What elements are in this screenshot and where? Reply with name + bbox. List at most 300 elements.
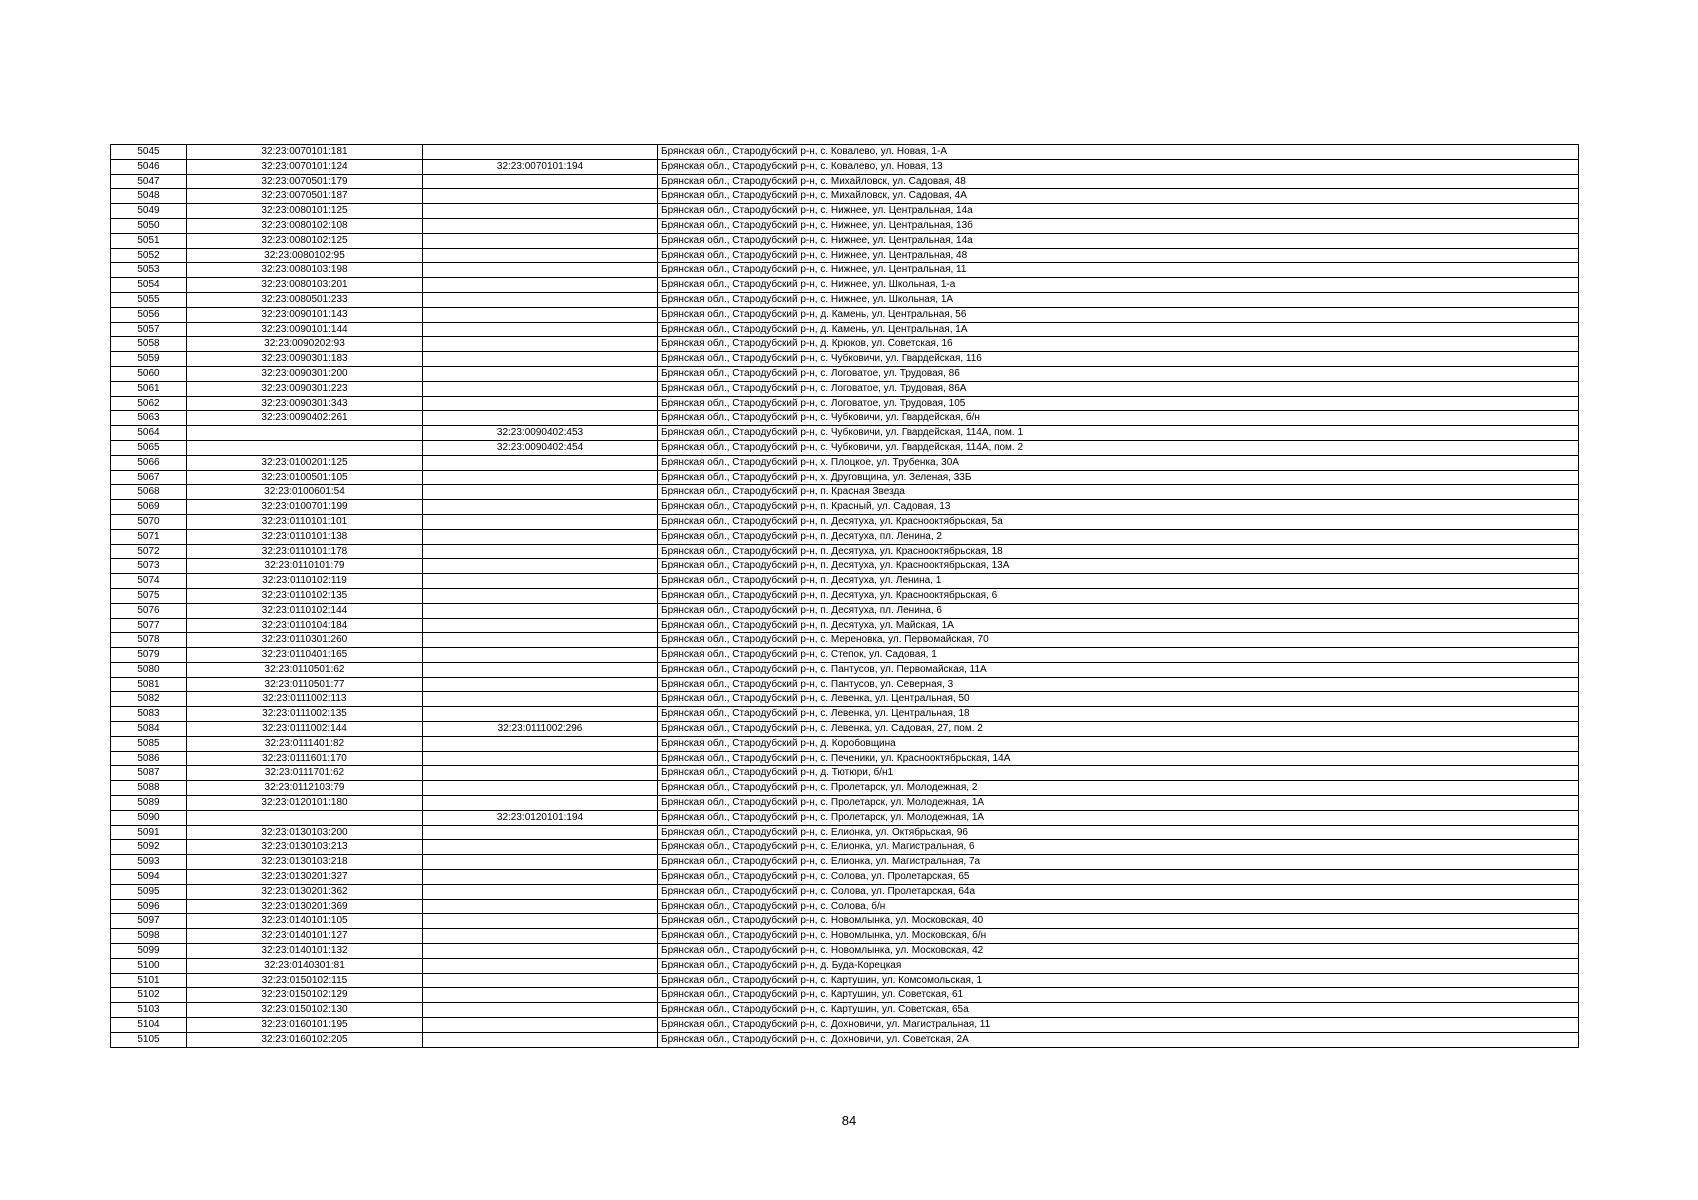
table-row bbox=[111, 544, 1579, 559]
row-number-cell: 5070 bbox=[111, 514, 187, 529]
address-cell: Брянская обл., Стародубский р-н, с. Логоватое, ул. Трудовая, 105 bbox=[658, 396, 1579, 411]
land-cadastral-number-cell: 32:23:0112103:79 bbox=[187, 781, 423, 796]
object-cadastral-number-cell bbox=[423, 796, 658, 811]
land-cadastral-number-cell: 32:23:0110101:138 bbox=[187, 529, 423, 544]
table-row bbox=[111, 884, 1579, 899]
row-number-cell: 5053 bbox=[111, 263, 187, 278]
land-cadastral-number-cell bbox=[187, 810, 423, 825]
table-row bbox=[111, 204, 1579, 219]
row-number-cell: 5047 bbox=[111, 174, 187, 189]
land-cadastral-number-cell: 32:23:0100501:105 bbox=[187, 470, 423, 485]
table-row bbox=[111, 796, 1579, 811]
row-number-cell: 5083 bbox=[111, 707, 187, 722]
address-cell: Брянская обл., Стародубский р-н, с. Нижнее, ул. Центральная, 48 bbox=[658, 248, 1579, 263]
table-row bbox=[111, 440, 1579, 455]
row-number-cell: 5051 bbox=[111, 233, 187, 248]
object-cadastral-number-cell bbox=[423, 455, 658, 470]
row-number-cell: 5086 bbox=[111, 751, 187, 766]
table-row bbox=[111, 825, 1579, 840]
object-cadastral-number-cell bbox=[423, 544, 658, 559]
object-cadastral-number-cell: 32:23:0070101:194 bbox=[423, 159, 658, 174]
table-row bbox=[111, 692, 1579, 707]
land-cadastral-number-cell: 32:23:0110101:101 bbox=[187, 514, 423, 529]
land-cadastral-number-cell: 32:23:0111002:113 bbox=[187, 692, 423, 707]
land-cadastral-number-cell: 32:23:0100701:199 bbox=[187, 500, 423, 515]
address-cell: Брянская обл., Стародубский р-н, п. Десятуха, ул. Краснооктябрьская, 5а bbox=[658, 514, 1579, 529]
land-cadastral-number-cell: 32:23:0090301:200 bbox=[187, 366, 423, 381]
object-cadastral-number-cell bbox=[423, 825, 658, 840]
object-cadastral-number-cell bbox=[423, 145, 658, 160]
land-cadastral-number-cell: 32:23:0111401:82 bbox=[187, 736, 423, 751]
address-cell: Брянская обл., Стародубский р-н, д. Камень, ул. Центральная, 1А bbox=[658, 322, 1579, 337]
table-row bbox=[111, 722, 1579, 737]
address-cell: Брянская обл., Стародубский р-н, с. Нижнее, ул. Центральная, 14а bbox=[658, 233, 1579, 248]
object-cadastral-number-cell bbox=[423, 736, 658, 751]
row-number-cell: 5063 bbox=[111, 411, 187, 426]
object-cadastral-number-cell bbox=[423, 322, 658, 337]
table-row bbox=[111, 322, 1579, 337]
table-row bbox=[111, 751, 1579, 766]
object-cadastral-number-cell bbox=[423, 366, 658, 381]
address-cell: Брянская обл., Стародубский р-н, п. Десятуха, ул. Краснооктябрьская, 6 bbox=[658, 588, 1579, 603]
object-cadastral-number-cell bbox=[423, 307, 658, 322]
object-cadastral-number-cell bbox=[423, 396, 658, 411]
address-cell: Брянская обл., Стародубский р-н, д. Коробовщина bbox=[658, 736, 1579, 751]
row-number-cell: 5065 bbox=[111, 440, 187, 455]
row-number-cell: 5102 bbox=[111, 988, 187, 1003]
land-cadastral-number-cell: 32:23:0090101:144 bbox=[187, 322, 423, 337]
land-cadastral-number-cell: 32:23:0140101:105 bbox=[187, 914, 423, 929]
table-row bbox=[111, 958, 1579, 973]
address-cell: Брянская обл., Стародубский р-н, п. Десятуха, ул. Ленина, 1 bbox=[658, 574, 1579, 589]
object-cadastral-number-cell bbox=[423, 781, 658, 796]
land-cadastral-number-cell: 32:23:0150102:129 bbox=[187, 988, 423, 1003]
address-cell: Брянская обл., Стародубский р-н, с. Новомлынка, ул. Московская, б/н bbox=[658, 929, 1579, 944]
object-cadastral-number-cell bbox=[423, 529, 658, 544]
object-cadastral-number-cell bbox=[423, 337, 658, 352]
land-cadastral-number-cell: 32:23:0100601:54 bbox=[187, 485, 423, 500]
address-cell: Брянская обл., Стародубский р-н, х. Друговщина, ул. Зеленая, 33Б bbox=[658, 470, 1579, 485]
object-cadastral-number-cell bbox=[423, 470, 658, 485]
row-number-cell: 5089 bbox=[111, 796, 187, 811]
address-cell: Брянская обл., Стародубский р-н, с. Печеники, ул. Краснооктябрьская, 14А bbox=[658, 751, 1579, 766]
table-row bbox=[111, 944, 1579, 959]
row-number-cell: 5098 bbox=[111, 929, 187, 944]
land-cadastral-number-cell: 32:23:0110301:260 bbox=[187, 633, 423, 648]
table-row bbox=[111, 781, 1579, 796]
row-number-cell: 5088 bbox=[111, 781, 187, 796]
address-cell: Брянская обл., Стародубский р-н, с. Мереновка, ул. Первомайская, 70 bbox=[658, 633, 1579, 648]
row-number-cell: 5082 bbox=[111, 692, 187, 707]
table-row bbox=[111, 870, 1579, 885]
table-row bbox=[111, 189, 1579, 204]
object-cadastral-number-cell: 32:23:0111002:296 bbox=[423, 722, 658, 737]
land-cadastral-number-cell: 32:23:0080101:125 bbox=[187, 204, 423, 219]
address-cell: Брянская обл., Стародубский р-н, с. Нижнее, ул. Центральная, 13б bbox=[658, 218, 1579, 233]
table-row bbox=[111, 574, 1579, 589]
registry-table-body bbox=[111, 145, 1579, 1048]
object-cadastral-number-cell bbox=[423, 1018, 658, 1033]
row-number-cell: 5085 bbox=[111, 736, 187, 751]
table-row bbox=[111, 470, 1579, 485]
object-cadastral-number-cell bbox=[423, 958, 658, 973]
address-cell: Брянская обл., Стародубский р-н, с. Нижнее, ул. Центральная, 14а bbox=[658, 204, 1579, 219]
table-row bbox=[111, 233, 1579, 248]
address-cell: Брянская обл., Стародубский р-н, с. Пролетарск, ул. Молодежная, 2 bbox=[658, 781, 1579, 796]
object-cadastral-number-cell bbox=[423, 914, 658, 929]
address-cell: Брянская обл., Стародубский р-н, с. Чубковичи, ул. Гвардейская, 116 bbox=[658, 352, 1579, 367]
row-number-cell: 5061 bbox=[111, 381, 187, 396]
object-cadastral-number-cell bbox=[423, 559, 658, 574]
row-number-cell: 5084 bbox=[111, 722, 187, 737]
land-cadastral-number-cell: 32:23:0110401:165 bbox=[187, 648, 423, 663]
object-cadastral-number-cell bbox=[423, 884, 658, 899]
land-cadastral-number-cell: 32:23:0111002:144 bbox=[187, 722, 423, 737]
row-number-cell: 5059 bbox=[111, 352, 187, 367]
table-row bbox=[111, 366, 1579, 381]
table-row bbox=[111, 840, 1579, 855]
address-cell: Брянская обл., Стародубский р-н, п. Десятуха, пл. Ленина, 2 bbox=[658, 529, 1579, 544]
row-number-cell: 5095 bbox=[111, 884, 187, 899]
row-number-cell: 5068 bbox=[111, 485, 187, 500]
row-number-cell: 5104 bbox=[111, 1018, 187, 1033]
object-cadastral-number-cell bbox=[423, 352, 658, 367]
object-cadastral-number-cell bbox=[423, 588, 658, 603]
address-cell: Брянская обл., Стародубский р-н, п. Десятуха, ул. Краснооктябрьская, 18 bbox=[658, 544, 1579, 559]
object-cadastral-number-cell bbox=[423, 618, 658, 633]
land-cadastral-number-cell: 32:23:0150102:115 bbox=[187, 973, 423, 988]
table-row bbox=[111, 529, 1579, 544]
address-cell: Брянская обл., Стародубский р-н, п. Красный, ул. Садовая, 13 bbox=[658, 500, 1579, 515]
row-number-cell: 5100 bbox=[111, 958, 187, 973]
object-cadastral-number-cell bbox=[423, 677, 658, 692]
table-row bbox=[111, 899, 1579, 914]
row-number-cell: 5046 bbox=[111, 159, 187, 174]
land-cadastral-number-cell: 32:23:0110101:178 bbox=[187, 544, 423, 559]
row-number-cell: 5062 bbox=[111, 396, 187, 411]
address-cell: Брянская обл., Стародубский р-н, с. Нижнее, ул. Школьная, 1А bbox=[658, 292, 1579, 307]
land-cadastral-number-cell: 32:23:0070101:181 bbox=[187, 145, 423, 160]
row-number-cell: 5080 bbox=[111, 662, 187, 677]
table-row bbox=[111, 559, 1579, 574]
object-cadastral-number-cell bbox=[423, 278, 658, 293]
object-cadastral-number-cell bbox=[423, 381, 658, 396]
row-number-cell: 5091 bbox=[111, 825, 187, 840]
row-number-cell: 5103 bbox=[111, 1003, 187, 1018]
object-cadastral-number-cell bbox=[423, 485, 658, 500]
object-cadastral-number-cell bbox=[423, 648, 658, 663]
table-row bbox=[111, 263, 1579, 278]
land-cadastral-number-cell: 32:23:0110501:62 bbox=[187, 662, 423, 677]
address-cell: Брянская обл., Стародубский р-н, с. Чубковичи, ул. Гвардейская, б/н bbox=[658, 411, 1579, 426]
object-cadastral-number-cell bbox=[423, 766, 658, 781]
object-cadastral-number-cell bbox=[423, 248, 658, 263]
address-cell: Брянская обл., Стародубский р-н, с. Чубковичи, ул. Гвардейская, 114А, пом. 1 bbox=[658, 426, 1579, 441]
land-cadastral-number-cell: 32:23:0090301:223 bbox=[187, 381, 423, 396]
row-number-cell: 5069 bbox=[111, 500, 187, 515]
object-cadastral-number-cell bbox=[423, 292, 658, 307]
land-cadastral-number-cell: 32:23:0140301:81 bbox=[187, 958, 423, 973]
land-cadastral-number-cell: 32:23:0111701:62 bbox=[187, 766, 423, 781]
address-cell: Брянская обл., Стародубский р-н, с. Михайловск, ул. Садовая, 4А bbox=[658, 189, 1579, 204]
row-number-cell: 5066 bbox=[111, 455, 187, 470]
property-registry-table bbox=[110, 144, 1579, 1048]
land-cadastral-number-cell: 32:23:0140101:127 bbox=[187, 929, 423, 944]
object-cadastral-number-cell bbox=[423, 574, 658, 589]
table-row bbox=[111, 1018, 1579, 1033]
address-cell: Брянская обл., Стародубский р-н, п. Десятуха, пл. Ленина, 6 bbox=[658, 603, 1579, 618]
object-cadastral-number-cell bbox=[423, 603, 658, 618]
land-cadastral-number-cell: 32:23:0070501:179 bbox=[187, 174, 423, 189]
land-cadastral-number-cell: 32:23:0110104:184 bbox=[187, 618, 423, 633]
row-number-cell: 5075 bbox=[111, 588, 187, 603]
address-cell: Брянская обл., Стародубский р-н, с. Левенка, ул. Центральная, 50 bbox=[658, 692, 1579, 707]
table-row bbox=[111, 307, 1579, 322]
table-row bbox=[111, 218, 1579, 233]
object-cadastral-number-cell bbox=[423, 988, 658, 1003]
row-number-cell: 5079 bbox=[111, 648, 187, 663]
table-row bbox=[111, 603, 1579, 618]
address-cell: Брянская обл., Стародубский р-н, с. Солова, б/н bbox=[658, 899, 1579, 914]
object-cadastral-number-cell bbox=[423, 692, 658, 707]
row-number-cell: 5099 bbox=[111, 944, 187, 959]
address-cell: Брянская обл., Стародубский р-н, д. Камень, ул. Центральная, 56 bbox=[658, 307, 1579, 322]
table-row bbox=[111, 736, 1579, 751]
object-cadastral-number-cell: 32:23:0120101:194 bbox=[423, 810, 658, 825]
row-number-cell: 5097 bbox=[111, 914, 187, 929]
address-cell: Брянская обл., Стародубский р-н, с. Елионка, ул. Магистральная, 7а bbox=[658, 855, 1579, 870]
object-cadastral-number-cell bbox=[423, 840, 658, 855]
table-row bbox=[111, 381, 1579, 396]
table-row bbox=[111, 514, 1579, 529]
row-number-cell: 5058 bbox=[111, 337, 187, 352]
address-cell: Брянская обл., Стародубский р-н, с. Левенка, ул. Садовая, 27, пом. 2 bbox=[658, 722, 1579, 737]
table-row bbox=[111, 485, 1579, 500]
land-cadastral-number-cell: 32:23:0130201:327 bbox=[187, 870, 423, 885]
row-number-cell: 5049 bbox=[111, 204, 187, 219]
table-row bbox=[111, 500, 1579, 515]
object-cadastral-number-cell bbox=[423, 662, 658, 677]
row-number-cell: 5048 bbox=[111, 189, 187, 204]
address-cell: Брянская обл., Стародубский р-н, с. Дохновичи, ул. Магистральная, 11 bbox=[658, 1018, 1579, 1033]
table-row bbox=[111, 455, 1579, 470]
object-cadastral-number-cell: 32:23:0090402:454 bbox=[423, 440, 658, 455]
table-row bbox=[111, 914, 1579, 929]
table-row bbox=[111, 707, 1579, 722]
land-cadastral-number-cell: 32:23:0080103:201 bbox=[187, 278, 423, 293]
object-cadastral-number-cell bbox=[423, 870, 658, 885]
address-cell: Брянская обл., Стародубский р-н, с. Солова, ул. Пролетарская, 64а bbox=[658, 884, 1579, 899]
address-cell: Брянская обл., Стародубский р-н, с. Степок, ул. Садовая, 1 bbox=[658, 648, 1579, 663]
object-cadastral-number-cell bbox=[423, 174, 658, 189]
row-number-cell: 5054 bbox=[111, 278, 187, 293]
address-cell: Брянская обл., Стародубский р-н, с. Логоватое, ул. Трудовая, 86 bbox=[658, 366, 1579, 381]
row-number-cell: 5055 bbox=[111, 292, 187, 307]
address-cell: Брянская обл., Стародубский р-н, с. Солова, ул. Пролетарская, 65 bbox=[658, 870, 1579, 885]
land-cadastral-number-cell: 32:23:0090402:261 bbox=[187, 411, 423, 426]
object-cadastral-number-cell bbox=[423, 411, 658, 426]
address-cell: Брянская обл., Стародубский р-н, с. Новомлынка, ул. Московская, 42 bbox=[658, 944, 1579, 959]
land-cadastral-number-cell: 32:23:0090301:183 bbox=[187, 352, 423, 367]
object-cadastral-number-cell: 32:23:0090402:453 bbox=[423, 426, 658, 441]
page-number: 84 bbox=[841, 1113, 857, 1128]
object-cadastral-number-cell bbox=[423, 973, 658, 988]
row-number-cell: 5073 bbox=[111, 559, 187, 574]
land-cadastral-number-cell: 32:23:0100201:125 bbox=[187, 455, 423, 470]
object-cadastral-number-cell bbox=[423, 929, 658, 944]
row-number-cell: 5060 bbox=[111, 366, 187, 381]
table-row bbox=[111, 588, 1579, 603]
land-cadastral-number-cell: 32:23:0130201:362 bbox=[187, 884, 423, 899]
object-cadastral-number-cell bbox=[423, 1032, 658, 1047]
address-cell: Брянская обл., Стародубский р-н, с. Нижнее, ул. Центральная, 11 bbox=[658, 263, 1579, 278]
object-cadastral-number-cell bbox=[423, 514, 658, 529]
table-row bbox=[111, 1032, 1579, 1047]
row-number-cell: 5045 bbox=[111, 145, 187, 160]
table-row bbox=[111, 766, 1579, 781]
land-cadastral-number-cell: 32:23:0080102:108 bbox=[187, 218, 423, 233]
row-number-cell: 5094 bbox=[111, 870, 187, 885]
row-number-cell: 5067 bbox=[111, 470, 187, 485]
object-cadastral-number-cell bbox=[423, 633, 658, 648]
land-cadastral-number-cell: 32:23:0140101:132 bbox=[187, 944, 423, 959]
row-number-cell: 5074 bbox=[111, 574, 187, 589]
row-number-cell: 5064 bbox=[111, 426, 187, 441]
table-row bbox=[111, 278, 1579, 293]
table-row bbox=[111, 352, 1579, 367]
address-cell: Брянская обл., Стародубский р-н, д. Буда-Корецкая bbox=[658, 958, 1579, 973]
table-row bbox=[111, 648, 1579, 663]
land-cadastral-number-cell: 32:23:0110102:144 bbox=[187, 603, 423, 618]
table-row bbox=[111, 426, 1579, 441]
address-cell: Брянская обл., Стародубский р-н, с. Новомлынка, ул. Московская, 40 bbox=[658, 914, 1579, 929]
land-cadastral-number-cell: 32:23:0070101:124 bbox=[187, 159, 423, 174]
address-cell: Брянская обл., Стародубский р-н, с. Елионка, ул. Октябрьская, 96 bbox=[658, 825, 1579, 840]
row-number-cell: 5092 bbox=[111, 840, 187, 855]
object-cadastral-number-cell bbox=[423, 751, 658, 766]
object-cadastral-number-cell bbox=[423, 899, 658, 914]
land-cadastral-number-cell: 32:23:0130103:213 bbox=[187, 840, 423, 855]
table-row bbox=[111, 174, 1579, 189]
table-row bbox=[111, 929, 1579, 944]
row-number-cell: 5072 bbox=[111, 544, 187, 559]
table-row bbox=[111, 145, 1579, 160]
address-cell: Брянская обл., Стародубский р-н, с. Пантусов, ул. Северная, 3 bbox=[658, 677, 1579, 692]
object-cadastral-number-cell bbox=[423, 233, 658, 248]
land-cadastral-number-cell: 32:23:0150102:130 bbox=[187, 1003, 423, 1018]
row-number-cell: 5052 bbox=[111, 248, 187, 263]
land-cadastral-number-cell: 32:23:0080102:95 bbox=[187, 248, 423, 263]
address-cell: Брянская обл., Стародубский р-н, д. Тютюри, б/н1 bbox=[658, 766, 1579, 781]
land-cadastral-number-cell: 32:23:0070501:187 bbox=[187, 189, 423, 204]
address-cell: Брянская обл., Стародубский р-н, с. Чубковичи, ул. Гвардейская, 114А, пом. 2 bbox=[658, 440, 1579, 455]
address-cell: Брянская обл., Стародубский р-н, с. Елионка, ул. Магистральная, 6 bbox=[658, 840, 1579, 855]
address-cell: Брянская обл., Стародубский р-н, с. Картушин, ул. Советская, 61 bbox=[658, 988, 1579, 1003]
row-number-cell: 5076 bbox=[111, 603, 187, 618]
object-cadastral-number-cell bbox=[423, 263, 658, 278]
land-cadastral-number-cell: 32:23:0080103:198 bbox=[187, 263, 423, 278]
address-cell: Брянская обл., Стародубский р-н, с. Пролетарск, ул. Молодежная, 1А bbox=[658, 796, 1579, 811]
object-cadastral-number-cell bbox=[423, 218, 658, 233]
address-cell: Брянская обл., Стародубский р-н, п. Красная Звезда bbox=[658, 485, 1579, 500]
land-cadastral-number-cell: 32:23:0110101:79 bbox=[187, 559, 423, 574]
address-cell: Брянская обл., Стародубский р-н, х. Плоцкое, ул. Трубенка, 30А bbox=[658, 455, 1579, 470]
row-number-cell: 5077 bbox=[111, 618, 187, 633]
table-row bbox=[111, 396, 1579, 411]
land-cadastral-number-cell: 32:23:0110102:135 bbox=[187, 588, 423, 603]
row-number-cell: 5105 bbox=[111, 1032, 187, 1047]
address-cell: Брянская обл., Стародубский р-н, с. Картушин, ул. Комсомольская, 1 bbox=[658, 973, 1579, 988]
row-number-cell: 5096 bbox=[111, 899, 187, 914]
object-cadastral-number-cell bbox=[423, 1003, 658, 1018]
address-cell: Брянская обл., Стародубский р-н, д. Крюков, ул. Советская, 16 bbox=[658, 337, 1579, 352]
table-row bbox=[111, 159, 1579, 174]
table-row bbox=[111, 248, 1579, 263]
table-row bbox=[111, 973, 1579, 988]
row-number-cell: 5050 bbox=[111, 218, 187, 233]
land-cadastral-number-cell: 32:23:0130103:218 bbox=[187, 855, 423, 870]
address-cell: Брянская обл., Стародубский р-н, с. Картушин, ул. Советская, 65а bbox=[658, 1003, 1579, 1018]
row-number-cell: 5081 bbox=[111, 677, 187, 692]
object-cadastral-number-cell bbox=[423, 500, 658, 515]
row-number-cell: 5101 bbox=[111, 973, 187, 988]
address-cell: Брянская обл., Стародубский р-н, п. Десятуха, ул. Майская, 1А bbox=[658, 618, 1579, 633]
row-number-cell: 5057 bbox=[111, 322, 187, 337]
land-cadastral-number-cell: 32:23:0080501:233 bbox=[187, 292, 423, 307]
object-cadastral-number-cell bbox=[423, 189, 658, 204]
land-cadastral-number-cell: 32:23:0090301:343 bbox=[187, 396, 423, 411]
object-cadastral-number-cell bbox=[423, 204, 658, 219]
land-cadastral-number-cell: 32:23:0120101:180 bbox=[187, 796, 423, 811]
row-number-cell: 5090 bbox=[111, 810, 187, 825]
land-cadastral-number-cell bbox=[187, 426, 423, 441]
row-number-cell: 5056 bbox=[111, 307, 187, 322]
land-cadastral-number-cell: 32:23:0160101:195 bbox=[187, 1018, 423, 1033]
address-cell: Брянская обл., Стародубский р-н, с. Пролетарск, ул. Молодежная, 1А bbox=[658, 810, 1579, 825]
table-row bbox=[111, 662, 1579, 677]
row-number-cell: 5087 bbox=[111, 766, 187, 781]
row-number-cell: 5093 bbox=[111, 855, 187, 870]
land-cadastral-number-cell: 32:23:0090202:93 bbox=[187, 337, 423, 352]
address-cell: Брянская обл., Стародубский р-н, п. Десятуха, ул. Краснооктябрьская, 13А bbox=[658, 559, 1579, 574]
object-cadastral-number-cell bbox=[423, 707, 658, 722]
land-cadastral-number-cell: 32:23:0110501:77 bbox=[187, 677, 423, 692]
table-row bbox=[111, 633, 1579, 648]
land-cadastral-number-cell: 32:23:0130201:369 bbox=[187, 899, 423, 914]
land-cadastral-number-cell: 32:23:0080102:125 bbox=[187, 233, 423, 248]
land-cadastral-number-cell: 32:23:0160102:205 bbox=[187, 1032, 423, 1047]
address-cell: Брянская обл., Стародубский р-н, с. Левенка, ул. Центральная, 18 bbox=[658, 707, 1579, 722]
table-row bbox=[111, 618, 1579, 633]
address-cell: Брянская обл., Стародубский р-н, с. Нижнее, ул. Школьная, 1-а bbox=[658, 278, 1579, 293]
address-cell: Брянская обл., Стародубский р-н, с. Михайловск, ул. Садовая, 48 bbox=[658, 174, 1579, 189]
land-cadastral-number-cell: 32:23:0110102:119 bbox=[187, 574, 423, 589]
table-row bbox=[111, 292, 1579, 307]
table-row bbox=[111, 810, 1579, 825]
address-cell: Брянская обл., Стародубский р-н, с. Ковалево, ул. Новая, 1-А bbox=[658, 145, 1579, 160]
address-cell: Брянская обл., Стародубский р-н, с. Ковалево, ул. Новая, 13 bbox=[658, 159, 1579, 174]
address-cell: Брянская обл., Стародубский р-н, с. Логоватое, ул. Трудовая, 86А bbox=[658, 381, 1579, 396]
object-cadastral-number-cell bbox=[423, 855, 658, 870]
object-cadastral-number-cell bbox=[423, 944, 658, 959]
land-cadastral-number-cell: 32:23:0090101:143 bbox=[187, 307, 423, 322]
table-row bbox=[111, 677, 1579, 692]
land-cadastral-number-cell bbox=[187, 440, 423, 455]
table-row bbox=[111, 988, 1579, 1003]
land-cadastral-number-cell: 32:23:0111601:170 bbox=[187, 751, 423, 766]
table-row bbox=[111, 337, 1579, 352]
land-cadastral-number-cell: 32:23:0111002:135 bbox=[187, 707, 423, 722]
